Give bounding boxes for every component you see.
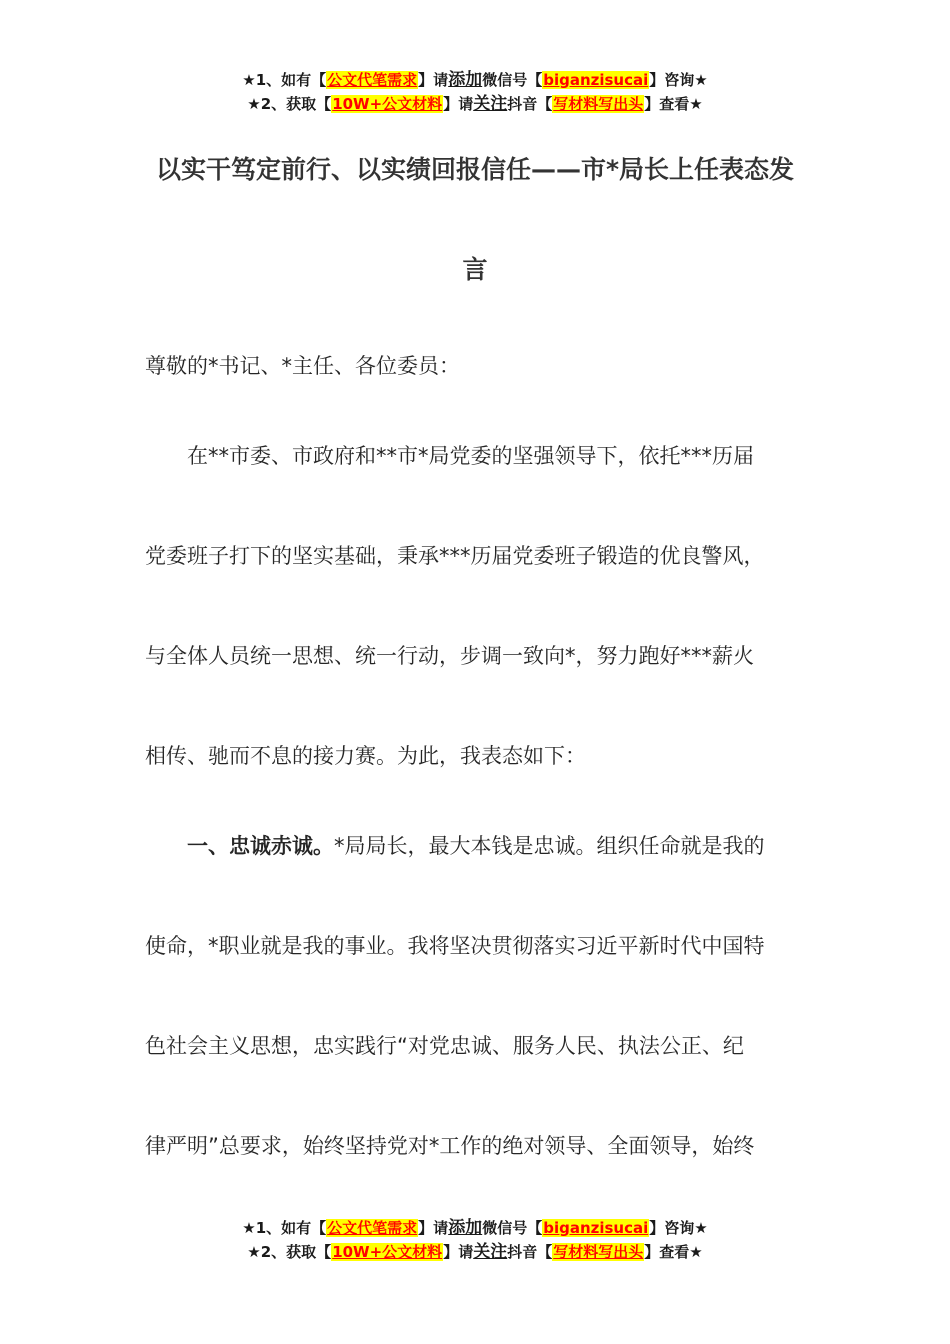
- banner-highlight: 写材料写出头: [553, 95, 644, 113]
- banner-text: 】请: [418, 71, 449, 89]
- section-text: *局局长，最大本钱是忠诚。组织任命就是我的: [334, 834, 765, 858]
- banner-text: 】请: [443, 95, 474, 113]
- banner-text: 】查看★: [644, 95, 703, 113]
- banner-text: 】咨询★: [649, 1219, 708, 1237]
- document-title-line-2: 言: [462, 255, 488, 284]
- banner-text: ★2、获取【: [247, 1243, 332, 1261]
- paragraph-line: 党委班子打下的坚实基础，秉承***历届党委班子锻造的优良警风，: [145, 544, 765, 568]
- banner-line-1: [0, 68, 950, 92]
- banner-text: 微信号【: [482, 1219, 543, 1237]
- section-heading: 一、忠诚赤诚。: [145, 834, 334, 858]
- banner-highlight: biganzisucai: [543, 71, 649, 89]
- banner-text: ★2、获取【: [247, 95, 332, 113]
- banner-text: 抖音【: [507, 95, 553, 113]
- banner-highlight: 写材料写出头: [553, 1243, 644, 1261]
- section-heading-line: [145, 830, 825, 860]
- paragraph-line: 相传、驰而不息的接力赛。为此，我表态如下：: [145, 744, 586, 768]
- banner-highlight: 公文代笔需求: [327, 1219, 418, 1237]
- paragraph-line: 在**市委、市政府和**市*局党委的坚强领导下，依托***历届: [145, 444, 754, 468]
- banner-text: 】请: [418, 1219, 449, 1237]
- banner-text: 抖音【: [507, 1243, 553, 1261]
- paragraph-line: 使命，*职业就是我的事业。我将坚决贯彻落实习近平新时代中国特: [145, 934, 765, 958]
- banner-line-2: [0, 92, 950, 116]
- banner-text: 微信号【: [482, 71, 543, 89]
- banner-emphasis: 添加: [448, 1218, 483, 1238]
- banner-text: 】请: [443, 1243, 474, 1261]
- banner-highlight: 10W+公文材料: [332, 1243, 443, 1261]
- footer-banner: [0, 1216, 950, 1264]
- salutation: 尊敬的*书记、*主任、各位委员：: [145, 354, 460, 378]
- banner-emphasis: 添加: [448, 70, 483, 90]
- paragraph-line: 色社会主义思想，忠实践行“对党忠诚、服务人民、执法公正、纪: [145, 1034, 744, 1058]
- banner-emphasis: 关注: [473, 94, 508, 114]
- banner-text: ★1、如有【: [242, 1219, 327, 1237]
- document-title-line-1: 以实干笃定前行、以实绩回报信任——市*局长上任表态发: [155, 155, 795, 184]
- banner-line-1: [0, 1216, 950, 1240]
- header-banner: [0, 68, 950, 116]
- paragraph-line: 与全体人员统一思想、统一行动，步调一致向*，努力跑好***薪火: [145, 644, 754, 668]
- paragraph-line: 律严明”总要求，始终坚持党对*工作的绝对领导、全面领导，始终: [145, 1134, 755, 1158]
- banner-emphasis: 关注: [473, 1242, 508, 1262]
- banner-text: ★1、如有【: [242, 71, 327, 89]
- banner-highlight: biganzisucai: [543, 1219, 649, 1237]
- banner-text: 】咨询★: [649, 71, 708, 89]
- banner-highlight: 公文代笔需求: [327, 71, 418, 89]
- banner-highlight: 10W+公文材料: [332, 95, 443, 113]
- banner-text: 】查看★: [644, 1243, 703, 1261]
- banner-line-2: [0, 1240, 950, 1264]
